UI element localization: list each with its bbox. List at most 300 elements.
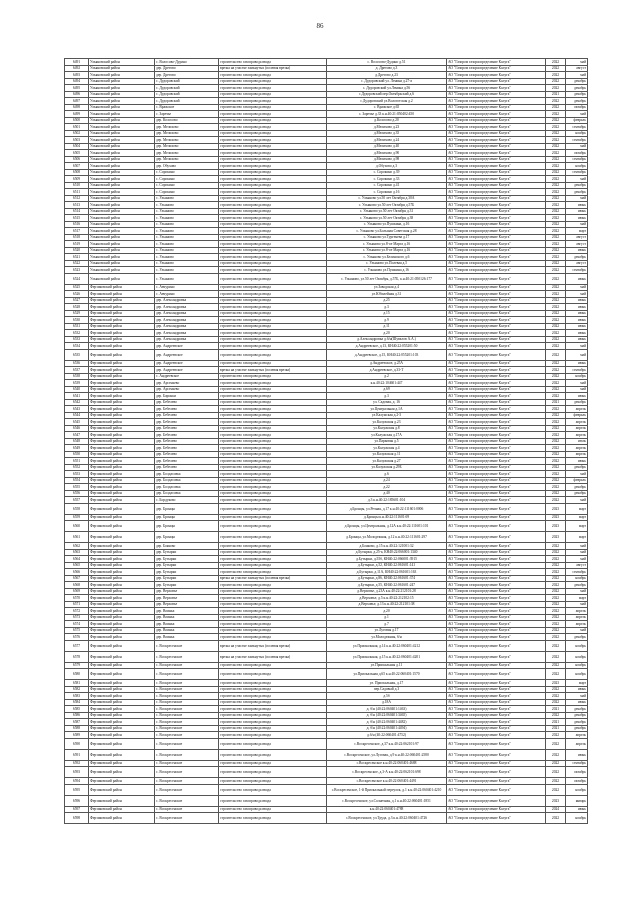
cell-row-number: 6592 [65, 760, 89, 767]
cell-address: с. Ульяново, ул.50 лет Октября, д.57Б, к.н.40:21:050126:177 [327, 273, 447, 284]
cell-settlement: с. Воскресенское [155, 732, 219, 739]
cell-month: май [566, 291, 588, 298]
cell-month: май [566, 284, 588, 291]
cell-district: Ульяновский район [89, 254, 155, 261]
cell-contractor: АО "Газпром газораспределение Калуга" [447, 163, 546, 170]
cell-address: д.11 [327, 323, 447, 330]
cell-contractor: АО "Газпром газораспределение Калуга" [447, 562, 546, 569]
cell-contractor: АО "Газпром газораспределение Калуга" [447, 601, 546, 608]
cell-contractor: АО "Газпром газораспределение Калуга" [447, 784, 546, 795]
cell-contractor: АО "Газпром газораспределение Калуга" [447, 373, 546, 380]
cell-settlement: дер. Мелихово [155, 156, 219, 163]
cell-work-type: строительство газопровода ввода [219, 543, 327, 550]
cell-settlement: дер. Бутырки [155, 575, 219, 582]
cell-row-number: 6524 [65, 273, 89, 284]
table-row [65, 795, 588, 806]
table-row [65, 784, 588, 795]
cell-year: 2023 [546, 532, 566, 543]
cell-month: июнь [566, 310, 588, 317]
cell-address: ул. Приокальная, д.17 [327, 680, 447, 687]
cell-work-type: строительство газопровода ввода [219, 360, 327, 367]
cell-month: март [566, 521, 588, 532]
cell-settlement: дер. Воинка [155, 627, 219, 634]
cell-district: Ферзиковский район [89, 725, 155, 732]
cell-row-number: 6500 [65, 117, 89, 124]
cell-address: с.Воскресенское, ул.Луговая, д.9 к.н.40:22:060401:2580 [327, 749, 447, 760]
cell-work-type: строительство газопровода ввода [219, 304, 327, 311]
cell-settlement: дер. Болдасовка [155, 471, 219, 478]
cell-year: 2022 [546, 497, 566, 504]
cell-month: апрель [566, 451, 588, 458]
cell-row-number: 6535 [65, 349, 89, 360]
cell-address: д. б/н (40:22:060401:4482) [327, 719, 447, 726]
cell-contractor: АО "Газпром газораспределение Калуга" [447, 143, 546, 150]
cell-address: д.Мелихово д.23 [327, 124, 447, 131]
cell-year: 2022 [546, 406, 566, 413]
cell-contractor: АО "Газпром газораспределение Калуга" [447, 241, 546, 248]
cell-year: 2022 [546, 813, 566, 824]
table-row [65, 813, 588, 824]
cell-settlement: с. Ульяново [155, 195, 219, 202]
cell-work-type: строительство газопровода ввода [219, 267, 327, 274]
cell-month: декабрь [566, 464, 588, 471]
cell-address: с. Волосово-Дудино д.51 [327, 59, 447, 66]
cell-year: 2022 [546, 380, 566, 387]
cell-row-number: 6584 [65, 699, 89, 706]
cell-month: ноябрь [566, 662, 588, 669]
cell-settlement: с. Ульяново [155, 260, 219, 267]
cell-row-number: 6593 [65, 767, 89, 778]
cell-district: Ульяновский район [89, 130, 155, 137]
cell-row-number: 6568 [65, 582, 89, 589]
cell-work-type: строительство газопровода ввода [219, 317, 327, 324]
cell-address: ул.Юбилейная д.31 [327, 291, 447, 298]
cell-work-type: строительство газопровода ввода [219, 601, 327, 608]
cell-contractor: АО "Газпром газораспределение Калуга" [447, 549, 546, 556]
cell-district: Ферзиковский район [89, 608, 155, 615]
cell-row-number: 6591 [65, 749, 89, 760]
cell-contractor: АО "Газпром газораспределение Калуга" [447, 78, 546, 85]
cell-year: 2022 [546, 330, 566, 337]
cell-month: май [566, 588, 588, 595]
cell-year: 2022 [546, 254, 566, 261]
table-row [65, 349, 588, 360]
cell-row-number: 6517 [65, 228, 89, 235]
cell-year: 2022 [546, 323, 566, 330]
cell-address: д.5б [327, 693, 447, 700]
cell-work-type: строительство газопровода ввода [219, 104, 327, 111]
cell-district: Ферзиковский район [89, 310, 155, 317]
cell-work-type: строительство газопровода ввода [219, 291, 327, 298]
cell-work-type: строительство газопровода ввода [219, 556, 327, 563]
cell-address: с. Заречье д.33 к.н.40:21:050402:450 [327, 111, 447, 118]
cell-work-type: строительство газопровода ввода [219, 532, 327, 543]
cell-row-number: 6554 [65, 477, 89, 484]
cell-month: июнь [566, 686, 588, 693]
cell-work-type: строительство газопровода ввода [219, 693, 327, 700]
cell-district: Ферзиковский район [89, 323, 155, 330]
cell-contractor: АО "Газпром газораспределение Калуга" [447, 208, 546, 215]
cell-address: с. Ульяново ул.Тургенева д.17 [327, 234, 447, 241]
cell-work-type: врезка на участке замкнутых (полевая врезка) [219, 651, 327, 662]
cell-contractor: АО "Газпром газораспределение Калуга" [447, 117, 546, 124]
cell-work-type: строительство газопровода ввода [219, 732, 327, 739]
cell-work-type: строительство газопровода ввода [219, 150, 327, 157]
cell-work-type: строительство газопровода ввода [219, 549, 327, 556]
cell-work-type: врезка на участке замкнутых (полевая врезка) [219, 640, 327, 651]
cell-address: д.Мелихово д.35 [327, 130, 447, 137]
cell-work-type: строительство газопровода ввода [219, 588, 327, 595]
cell-address: ул.Калужская д.17А [327, 432, 447, 439]
cell-district: Ульяновский район [89, 150, 155, 157]
cell-month: декабрь [566, 712, 588, 719]
cell-year: 2022 [546, 137, 566, 144]
cell-month: декабрь [566, 719, 588, 726]
cell-district: Ферзиковский район [89, 627, 155, 634]
cell-address: ул.Калужская д.23 [327, 419, 447, 426]
cell-row-number: 6564 [65, 556, 89, 563]
cell-settlement: дер. Александровка [155, 336, 219, 343]
cell-work-type: строительство газопровода ввода [219, 503, 327, 514]
cell-contractor: АО "Газпром газораспределение Калуга" [447, 104, 546, 111]
cell-settlement: с. Сорокино [155, 189, 219, 196]
cell-year: 2022 [546, 117, 566, 124]
cell-district: Ферзиковский район [89, 813, 155, 824]
cell-row-number: 6527 [65, 297, 89, 304]
cell-row-number: 6560 [65, 521, 89, 532]
cell-address: с. Ульяново ул.8-ое Марта д.16 [327, 241, 447, 248]
cell-work-type: строительство газопровода ввода [219, 137, 327, 144]
cell-settlement: дер. Александровка [155, 304, 219, 311]
cell-district: Ульяновский район [89, 234, 155, 241]
cell-month: апрель [566, 425, 588, 432]
cell-settlement: дер. Мелихово [155, 124, 219, 131]
cell-work-type: строительство газопровода ввода [219, 412, 327, 419]
cell-address: д.15 [327, 310, 447, 317]
table-row [65, 738, 588, 749]
cell-district: Ферзиковский район [89, 634, 155, 641]
cell-contractor: АО "Газпром газораспределение Калуга" [447, 738, 546, 749]
cell-contractor: АО "Газпром газораспределение Калуга" [447, 669, 546, 680]
cell-contractor: АО "Газпром газораспределение Калуга" [447, 360, 546, 367]
cell-settlement: дер. Бебелево [155, 464, 219, 471]
cell-work-type: врезка на участке замкнутых (полевая врезка) [219, 367, 327, 374]
cell-address: д.Бронцы, ул.Молодежная, д.12 к.н.40:22:111601:297 [327, 532, 447, 543]
cell-contractor: АО "Газпром газораспределение Калуга" [447, 169, 546, 176]
cell-address: ул.Калужская д.27 [327, 458, 447, 465]
cell-district: Ферзиковский район [89, 503, 155, 514]
cell-month: декабрь [566, 189, 588, 196]
cell-month: апрель [566, 445, 588, 452]
cell-district: Ферзиковский район [89, 595, 155, 602]
table-row [65, 521, 588, 532]
cell-row-number: 6513 [65, 202, 89, 209]
cell-district: Ферзиковский район [89, 380, 155, 387]
cell-address: д. Дретово д.3 [327, 65, 447, 72]
cell-settlement: дер. Бебелево [155, 399, 219, 406]
cell-address: д.Андреевское, д.15, КН40:22:055201:103 [327, 349, 447, 360]
cell-address: д.22 [327, 484, 447, 491]
cell-work-type: строительство газопровода ввода [219, 614, 327, 621]
cell-settlement: дер. Верховье [155, 601, 219, 608]
cell-row-number: 6589 [65, 732, 89, 739]
cell-district: Ульяновский район [89, 156, 155, 163]
cell-month: май [566, 386, 588, 393]
cell-contractor: АО "Газпром газораспределение Калуга" [447, 406, 546, 413]
cell-district: Ферзиковский район [89, 706, 155, 713]
cell-work-type: строительство газопровода ввода [219, 247, 327, 254]
cell-contractor: АО "Газпром газораспределение Калуга" [447, 137, 546, 144]
cell-settlement: дер. Андреевское [155, 343, 219, 350]
cell-settlement: с. Воскресенское [155, 749, 219, 760]
cell-work-type: строительство газопровода ввода [219, 634, 327, 641]
cell-address: с. Сорокино д.39 [327, 169, 447, 176]
cell-work-type: строительство газопровода ввода [219, 712, 327, 719]
cell-address: д.9 [327, 317, 447, 324]
cell-settlement: с. Дудоровский [155, 85, 219, 92]
cell-district: Ульяновский район [89, 182, 155, 189]
cell-month: август [566, 562, 588, 569]
cell-address: д.Бутырки, д.55, КН40:22:061601:247 [327, 582, 447, 589]
cell-contractor: АО "Газпром газораспределение Калуга" [447, 432, 546, 439]
cell-district: Ферзиковский район [89, 680, 155, 687]
cell-month: май [566, 343, 588, 350]
cell-work-type: строительство газопровода ввода [219, 425, 327, 432]
cell-contractor: АО "Газпром газораспределение Калуга" [447, 349, 546, 360]
cell-month: сентябрь [566, 367, 588, 374]
cell-row-number: 6555 [65, 484, 89, 491]
cell-district: Ферзиковский район [89, 784, 155, 795]
cell-work-type: строительство газопровода ввода [219, 669, 327, 680]
cell-row-number: 6574 [65, 621, 89, 628]
cell-district: Ферзиковский район [89, 749, 155, 760]
cell-year: 2022 [546, 451, 566, 458]
cell-row-number: 6558 [65, 503, 89, 514]
cell-year: 2022 [546, 393, 566, 400]
cell-work-type: строительство газопровода ввода [219, 130, 327, 137]
cell-address: д. б/н (40:22:060401:1463) [327, 706, 447, 713]
cell-row-number: 6590 [65, 738, 89, 749]
cell-year: 2021 [546, 725, 566, 732]
cell-settlement: дер. Воинка [155, 621, 219, 628]
cell-settlement: с. Дудоровский [155, 98, 219, 105]
cell-month: декабрь [566, 254, 588, 261]
cell-month: июнь [566, 749, 588, 760]
cell-settlement: дер. Бутырки [155, 556, 219, 563]
cell-year: 2022 [546, 310, 566, 317]
cell-settlement: с. Ульяново [155, 241, 219, 248]
cell-settlement: дер. Бебелево [155, 419, 219, 426]
cell-address: ул.Заводская д.4 [327, 284, 447, 291]
cell-settlement: дер. Бутырки [155, 549, 219, 556]
cell-work-type: строительство газопровода ввода [219, 497, 327, 504]
cell-district: Ферзиковский район [89, 432, 155, 439]
cell-year: 2022 [546, 438, 566, 445]
cell-district: Ферзиковский район [89, 330, 155, 337]
cell-address: ул. Садовая, д. 16 [327, 399, 447, 406]
cell-district: Ферзиковский район [89, 419, 155, 426]
cell-district: Ульяновский район [89, 163, 155, 170]
cell-address: д.Верховье, д.23А к.н.40:22:212101:28 [327, 588, 447, 595]
cell-month: май [566, 471, 588, 478]
cell-settlement: дер. Бронцы [155, 514, 219, 521]
cell-month: ноябрь [566, 163, 588, 170]
cell-year: 2022 [546, 111, 566, 118]
cell-year: 2022 [546, 72, 566, 79]
cell-settlement: дер. Бутырки [155, 582, 219, 589]
cell-district: Ферзиковский район [89, 712, 155, 719]
cell-address: д.Мелихово д.24 [327, 137, 447, 144]
cell-address: д.Бутырки, д.86, КН40:22:061601:374 [327, 575, 447, 582]
cell-row-number: 6528 [65, 304, 89, 311]
cell-settlement: дер. Бояково [155, 543, 219, 550]
cell-row-number: 6570 [65, 595, 89, 602]
cell-settlement: дер. Бутырки [155, 562, 219, 569]
cell-address: д.б/н (40:22:060401:4752) [327, 732, 447, 739]
cell-work-type: строительство газопровода ввода [219, 419, 327, 426]
cell-row-number: 6577 [65, 640, 89, 651]
cell-settlement: дер. Верховье [155, 595, 219, 602]
table-row [65, 503, 588, 514]
cell-month: февраль [566, 477, 588, 484]
cell-work-type: строительство газопровода ввода [219, 284, 327, 291]
cell-address: д.Мелихово д.98 [327, 156, 447, 163]
cell-work-type: строительство газопровода ввода [219, 208, 327, 215]
cell-work-type: строительство газопровода ввода [219, 719, 327, 726]
cell-year: 2021 [546, 399, 566, 406]
cell-district: Ферзиковский район [89, 343, 155, 350]
cell-contractor: АО "Газпром газораспределение Калуга" [447, 732, 546, 739]
cell-settlement: дер. Колосово [155, 117, 219, 124]
cell-month: ноябрь [566, 651, 588, 662]
cell-contractor: АО "Газпром газораспределение Калуга" [447, 195, 546, 202]
cell-work-type: строительство газопровода ввода [219, 234, 327, 241]
cell-address: д.Бутырки, д.25-а, КН40:22:066001:1340 [327, 549, 447, 556]
cell-address: д.Бояково, д.15 к.н.40:22:121001:32 [327, 543, 447, 550]
cell-work-type: строительство газопровода ввода [219, 399, 327, 406]
cell-work-type: строительство газопровода ввода [219, 78, 327, 85]
cell-district: Ульяновский район [89, 176, 155, 183]
cell-year: 2022 [546, 228, 566, 235]
cell-settlement: с. Ульяново [155, 254, 219, 261]
cell-district: Ферзиковский район [89, 497, 155, 504]
cell-year: 2022 [546, 569, 566, 576]
cell-contractor: АО "Газпром газораспределение Калуга" [447, 343, 546, 350]
cell-year: 2022 [546, 317, 566, 324]
cell-work-type: строительство газопровода ввода [219, 241, 327, 248]
cell-work-type: строительство газопровода ввода [219, 514, 327, 521]
cell-year: 2022 [546, 699, 566, 706]
cell-district: Ферзиковский район [89, 582, 155, 589]
cell-contractor: АО "Газпром газораспределение Калуга" [447, 725, 546, 732]
cell-settlement: с. Ульяново [155, 273, 219, 284]
cell-address: д.Мелихово д.90 [327, 150, 447, 157]
cell-row-number: 6504 [65, 143, 89, 150]
cell-contractor: АО "Газпром газораспределение Калуга" [447, 588, 546, 595]
cell-row-number: 6551 [65, 458, 89, 465]
cell-contractor: АО "Газпром газораспределение Калуга" [447, 202, 546, 209]
cell-year: 2022 [546, 458, 566, 465]
cell-settlement: с. Воскресенское [155, 767, 219, 778]
cell-address: д.7 [327, 621, 447, 628]
cell-row-number: 6587 [65, 719, 89, 726]
cell-contractor: АО "Газпром газораспределение Калуга" [447, 693, 546, 700]
cell-settlement: дер. Бебелево [155, 458, 219, 465]
cell-row-number: 6598 [65, 813, 89, 824]
cell-year: 2022 [546, 432, 566, 439]
cell-contractor: АО "Газпром газораспределение Калуга" [447, 458, 546, 465]
cell-district: Ферзиковский район [89, 317, 155, 324]
cell-district: Ферзиковский район [89, 367, 155, 374]
cell-contractor: АО "Газпром газораспределение Калуга" [447, 582, 546, 589]
cell-address: д.1 [327, 614, 447, 621]
cell-row-number: 6492 [65, 65, 89, 72]
cell-contractor: АО "Газпром газораспределение Калуга" [447, 234, 546, 241]
cell-contractor: АО "Газпром газораспределение Калуга" [447, 124, 546, 131]
cell-work-type: строительство газопровода ввода [219, 813, 327, 824]
cell-district: Ферзиковский район [89, 569, 155, 576]
cell-year: 2022 [546, 588, 566, 595]
cell-row-number: 6491 [65, 59, 89, 66]
cell-settlement: с. Авчурино [155, 284, 219, 291]
cell-district: Ферзиковский район [89, 651, 155, 662]
cell-row-number: 6515 [65, 215, 89, 222]
cell-address: д.Бронцы, ул.Речная, д.17 к.н.40:22:111601:0006 [327, 503, 447, 514]
cell-work-type: строительство газопровода ввода [219, 699, 327, 706]
cell-work-type: строительство газопровода ввода [219, 686, 327, 693]
cell-row-number: 6541 [65, 393, 89, 400]
cell-year: 2022 [546, 143, 566, 150]
gasification-register-table [64, 58, 588, 824]
cell-year: 2022 [546, 367, 566, 374]
cell-district: Ферзиковский район [89, 614, 155, 621]
cell-work-type: строительство газопровода ввода [219, 310, 327, 317]
cell-settlement: с. Сорокино [155, 176, 219, 183]
cell-settlement: с. Воскресенское [155, 662, 219, 669]
cell-row-number: 6557 [65, 497, 89, 504]
cell-address: д. б/н (40:22:060401:4494) [327, 725, 447, 732]
cell-district: Ульяновский район [89, 124, 155, 131]
cell-row-number: 6556 [65, 490, 89, 497]
cell-address: ул.Парковая д.5 [327, 438, 447, 445]
cell-contractor: АО "Газпром газораспределение Калуга" [447, 228, 546, 235]
cell-year: 2022 [546, 712, 566, 719]
cell-contractor: АО "Газпром газораспределение Калуга" [447, 662, 546, 669]
table-row [65, 749, 588, 760]
cell-settlement: с. Воскресенское [155, 725, 219, 732]
cell-row-number: 6562 [65, 543, 89, 550]
cell-settlement: дер. Александровка [155, 323, 219, 330]
cell-contractor: АО "Газпром газораспределение Калуга" [447, 569, 546, 576]
table-row [65, 640, 588, 651]
cell-row-number: 6496 [65, 91, 89, 98]
cell-settlement: дер. Воинка [155, 634, 219, 641]
cell-settlement: с. Воскресенское [155, 719, 219, 726]
cell-work-type: строительство газопровода ввода [219, 806, 327, 813]
cell-work-type: строительство газопровода ввода [219, 458, 327, 465]
cell-month: декабрь [566, 182, 588, 189]
cell-contractor: АО "Газпром газораспределение Калуга" [447, 317, 546, 324]
cell-settlement: дер. Александровка [155, 297, 219, 304]
cell-contractor: АО "Газпром газораспределение Калуга" [447, 367, 546, 374]
cell-row-number: 6526 [65, 291, 89, 298]
cell-settlement: дер. Воинка [155, 614, 219, 621]
cell-contractor: АО "Газпром газораспределение Калуга" [447, 260, 546, 267]
cell-row-number: 6552 [65, 464, 89, 471]
cell-month: май [566, 693, 588, 700]
cell-contractor: АО "Газпром газораспределение Калуга" [447, 267, 546, 274]
cell-district: Ферзиковский район [89, 543, 155, 550]
